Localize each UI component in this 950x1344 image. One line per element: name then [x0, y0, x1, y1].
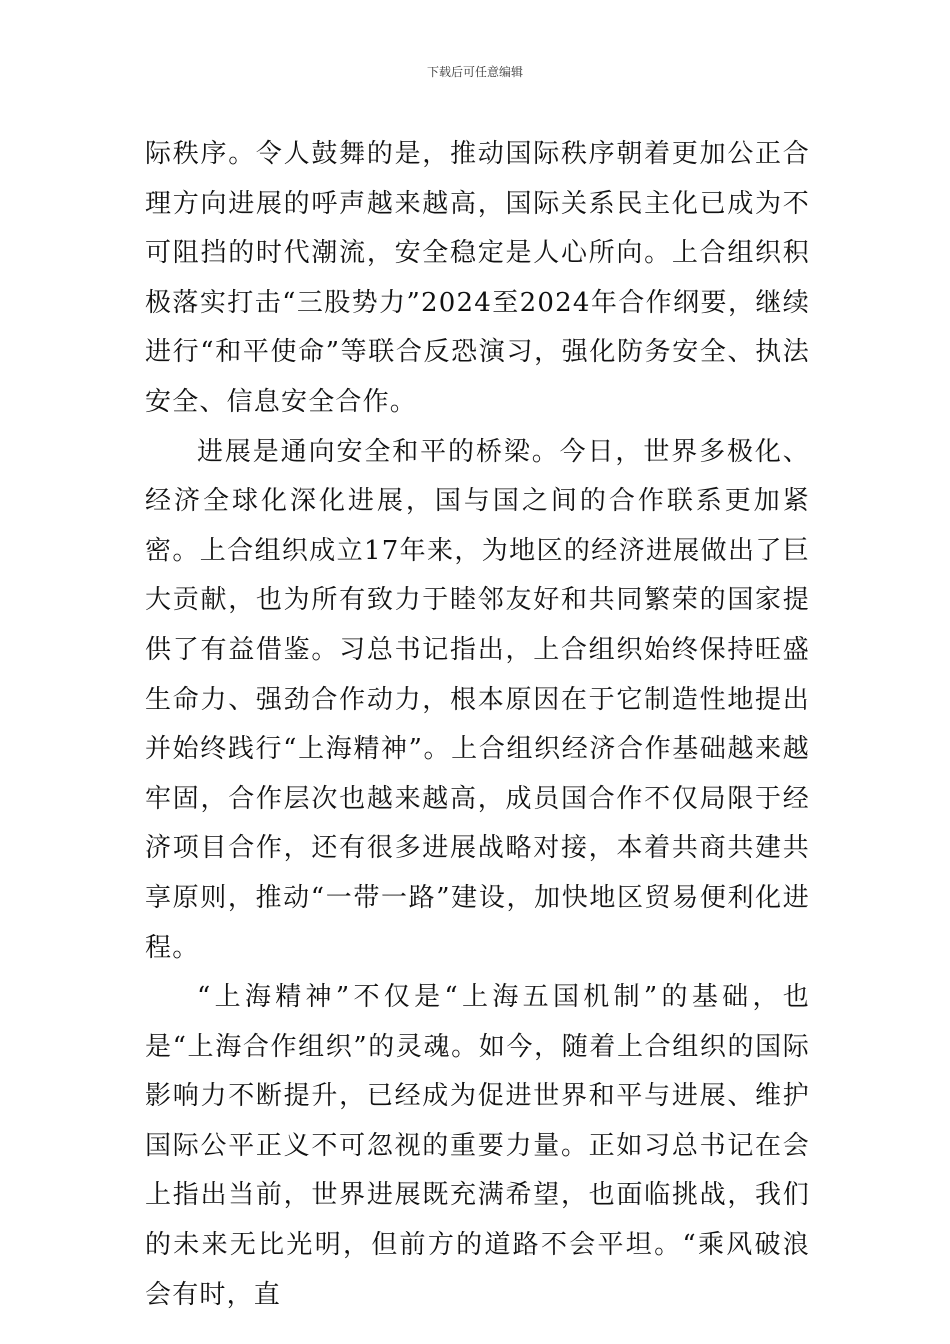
paragraph-2: 进展是通向安全和平的桥梁。今日，世界多极化、经济全球化深化进展，国与国之间的合作联系更加紧密。上合组织成立17年来，为地区的经济进展做出了巨大贡献，也为所有致力于睦邻友好和共同繁荣的国家提供了有益借鉴。习总书记指出，上合组织始终保持旺盛生命力、强劲合作动力，根本原因在于它制造性地提出并始终践行“上海精神”。上合组织经济合作基础越来越牢固，合作层次也越来越高，成员国合作不仅局限于经济项目合作，还有很多进展战略对接，本着共商共建共享原则，推动“一带一路”建设，加快地区贸易便利化进程。 [145, 436, 810, 963]
document-body [145, 130, 810, 1320]
paragraph-3: “上海精神”不仅是“上海五国机制”的基础，也是“上海合作组织”的灵魂。如今，随着上合组织的国际影响力不断提升，已经成为促进世界和平与进展、维护国际公平正义不可忽视的重要力量。正如习总书记在会上指出当前，世界进展既充满希望，也面临挑战，我们的未来无比光明，但前方的道路不会平坦。“乘风破浪会有时，直 [145, 982, 810, 1310]
paragraph-1: 际秩序。令人鼓舞的是，推动国际秩序朝着更加公正合理方向进展的呼声越来越高，国际关系民主化已成为不可阻挡的时代潮流，安全稳定是人心所向。上合组织积极落实打击“三股势力”2024至2024年合作纲要，继续进行“和平使命”等联合反恐演习，强化防务安全、执法安全、信息安全合作。 [145, 139, 810, 417]
page-header: 下载后可任意编辑 [426, 65, 523, 79]
